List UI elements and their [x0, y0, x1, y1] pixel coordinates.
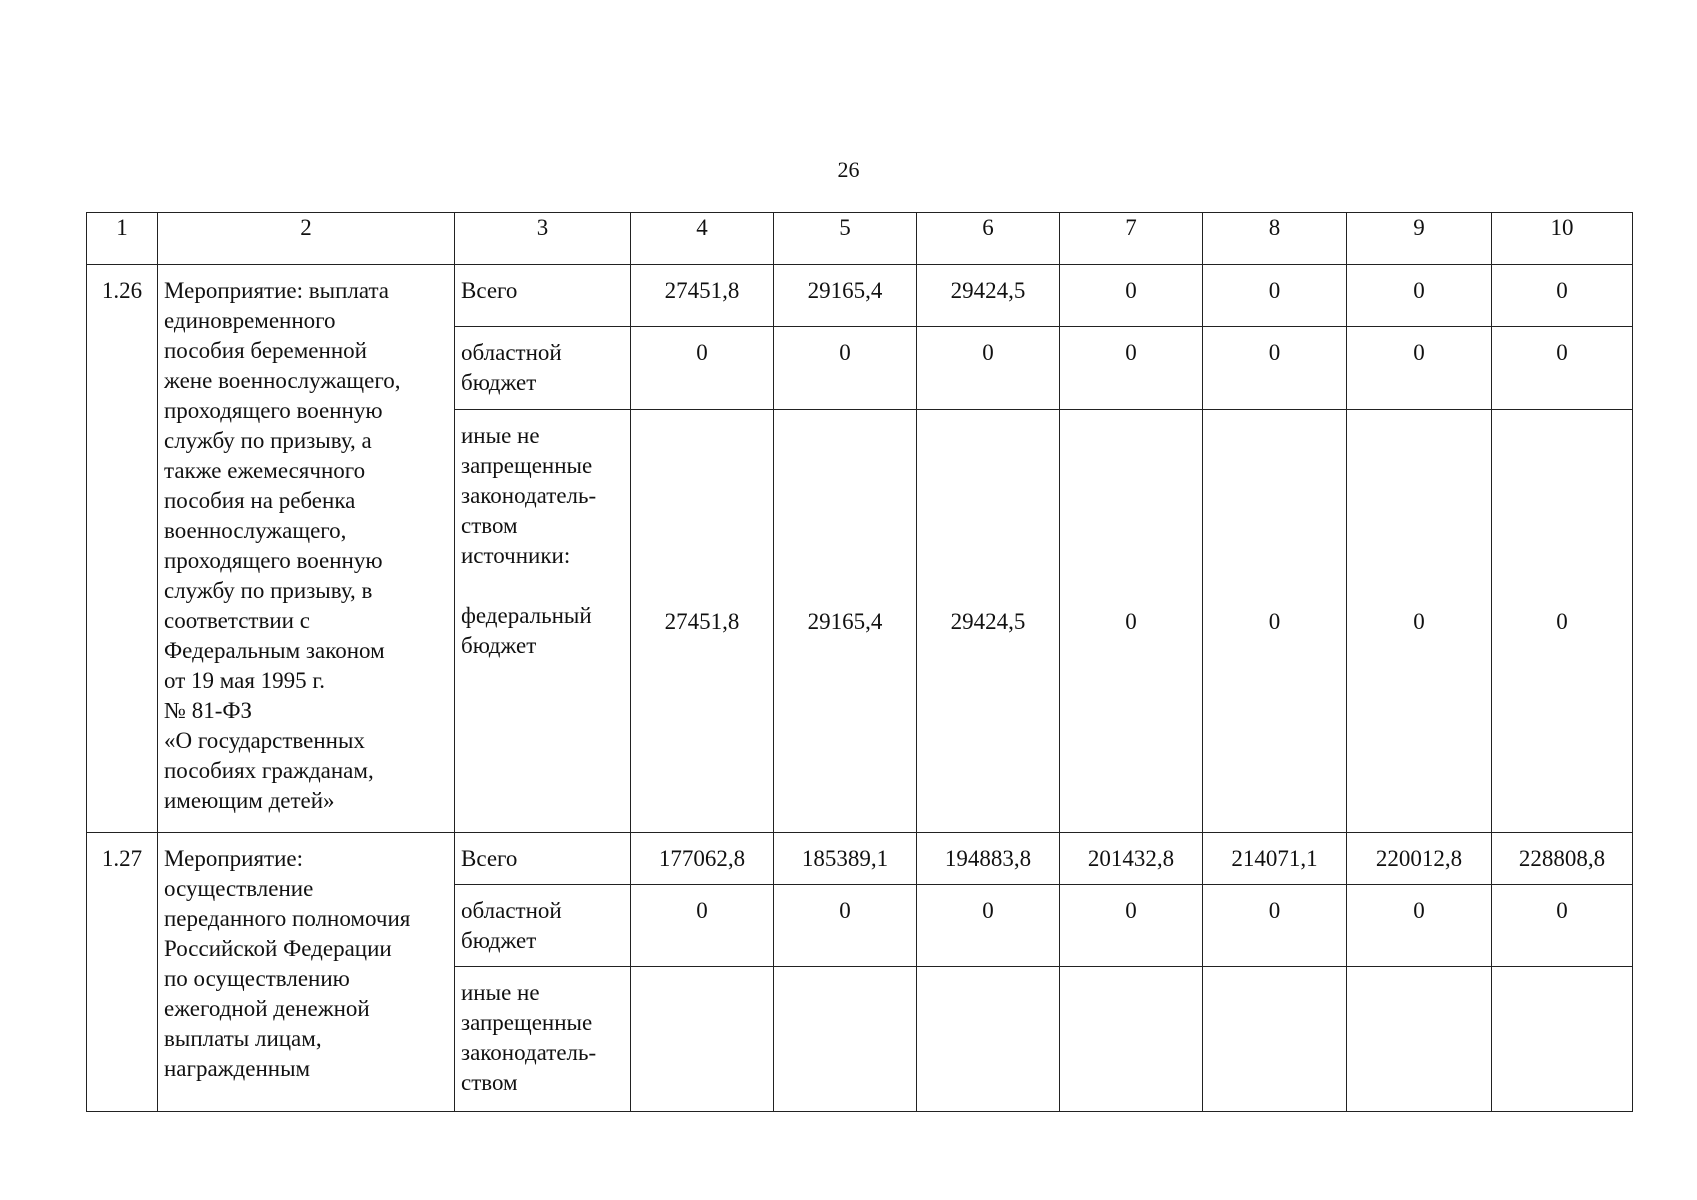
funding-source-total [455, 265, 631, 327]
value-cell: 29165,4 [774, 265, 917, 327]
source-label-line: Всего [461, 278, 518, 303]
spacer [461, 571, 624, 601]
value-cell: 0 [631, 327, 774, 410]
funding-source-other [455, 410, 631, 833]
table-row [87, 265, 1633, 327]
description-line: службу по призыву, в [164, 578, 373, 603]
value-cell [631, 967, 774, 1112]
value-cell [1492, 967, 1633, 1112]
value-cell: 0 [1347, 885, 1492, 967]
description-line: соответствии с [164, 608, 310, 633]
column-header: 1 [87, 213, 158, 265]
value-cell: 177062,8 [631, 833, 774, 885]
value-cell [1492, 410, 1633, 833]
row-number: 1.27 [87, 833, 158, 1112]
column-header: 5 [774, 213, 917, 265]
value-text: 0 [1556, 609, 1568, 634]
page-number: 26 [837, 157, 860, 182]
description-line: также ежемесячного [164, 458, 366, 483]
source-label-line: ством [461, 513, 518, 538]
column-header: 8 [1203, 213, 1347, 265]
source-label-line: законодатель- [461, 1040, 597, 1065]
description-line: единовременного [164, 308, 336, 333]
source-label-line: Всего [461, 846, 518, 871]
value-cell: 214071,1 [1203, 833, 1347, 885]
value-cell: 185389,1 [774, 833, 917, 885]
column-header: 2 [158, 213, 455, 265]
value-cell: 201432,8 [1060, 833, 1203, 885]
description-line: военнослужащего, [164, 518, 347, 543]
value-cell [917, 967, 1060, 1112]
source-label-line: бюджет [461, 928, 537, 953]
funding-source-total [455, 833, 631, 885]
description-line: осуществление [164, 876, 314, 901]
value-cell: 194883,8 [917, 833, 1060, 885]
source-sublabel-line: федеральный [461, 603, 592, 628]
source-label-line: иные не [461, 423, 540, 448]
source-label-line: областной [461, 340, 562, 365]
source-label-line: запрещенные [461, 1010, 593, 1035]
value-text: 29424,5 [950, 609, 1026, 634]
value-cell [1347, 967, 1492, 1112]
value-cell: 0 [1203, 885, 1347, 967]
value-cell: 0 [1060, 265, 1203, 327]
source-label-line: запрещенные [461, 453, 593, 478]
measure-description [158, 833, 455, 1112]
description-line: Федеральным законом [164, 638, 385, 663]
value-cell: 0 [917, 327, 1060, 410]
description-line: пособия на ребенка [164, 488, 356, 513]
source-label-line: областной [461, 898, 562, 923]
value-cell [1203, 410, 1347, 833]
row-number: 1.26 [87, 265, 158, 833]
description-line: проходящего военную [164, 398, 383, 423]
value-cell [1060, 967, 1203, 1112]
description-line: жене военнослужащего, [164, 368, 401, 393]
description-line: пособия беременной [164, 338, 367, 363]
description-line: № 81-ФЗ [164, 698, 253, 723]
value-cell: 220012,8 [1347, 833, 1492, 885]
value-cell: 0 [1492, 265, 1633, 327]
funding-source-other [455, 967, 631, 1112]
description-line: ежегодной денежной [164, 996, 370, 1021]
description-line: имеющим детей» [164, 788, 335, 813]
description-line: по осуществлению [164, 966, 350, 991]
value-cell: 0 [774, 885, 917, 967]
value-text: 29165,4 [807, 609, 883, 634]
description-line: Мероприятие: выплата [164, 278, 390, 303]
description-line: выплаты лицам, [164, 1026, 322, 1051]
description-line: пособиях гражданам, [164, 758, 374, 783]
description-line: Российской Федерации [164, 936, 392, 961]
description-line: переданного полномочия [164, 906, 411, 931]
value-cell [1203, 967, 1347, 1112]
description-line: проходящего военную [164, 548, 383, 573]
value-cell: 0 [1203, 265, 1347, 327]
value-cell [917, 410, 1060, 833]
value-cell [631, 410, 774, 833]
column-header: 3 [455, 213, 631, 265]
description-line: награжденным [164, 1056, 311, 1081]
value-text: 27451,8 [664, 609, 740, 634]
column-header: 9 [1347, 213, 1492, 265]
column-header: 6 [917, 213, 1060, 265]
value-text: 0 [1268, 609, 1281, 634]
source-label-line: источники: [461, 543, 571, 568]
value-cell [1060, 410, 1203, 833]
value-cell: 0 [774, 327, 917, 410]
budget-table [86, 212, 1633, 1112]
source-label-line: законодатель- [461, 483, 597, 508]
value-cell: 0 [1203, 327, 1347, 410]
table-header-row [87, 213, 1633, 265]
value-cell: 0 [917, 885, 1060, 967]
value-cell: 0 [1060, 327, 1203, 410]
column-header: 7 [1060, 213, 1203, 265]
value-cell [774, 967, 917, 1112]
funding-source-regional [455, 327, 631, 410]
description-line: «О государственных [164, 728, 365, 753]
value-cell: 0 [1492, 327, 1633, 410]
value-cell [1347, 410, 1492, 833]
value-cell: 29424,5 [917, 265, 1060, 327]
description-line: Мероприятие: [164, 846, 304, 871]
value-cell: 228808,8 [1492, 833, 1633, 885]
column-header: 10 [1492, 213, 1633, 265]
value-cell: 0 [631, 885, 774, 967]
funding-source-regional [455, 885, 631, 967]
value-cell: 27451,8 [631, 265, 774, 327]
source-label-line: ством [461, 1070, 518, 1095]
value-cell: 0 [1060, 885, 1203, 967]
table-row [87, 833, 1633, 885]
column-header: 4 [631, 213, 774, 265]
measure-description [158, 265, 455, 833]
value-cell [774, 410, 917, 833]
source-label-line: бюджет [461, 370, 537, 395]
source-label-line: иные не [461, 980, 540, 1005]
description-line: службу по призыву, а [164, 428, 372, 453]
value-text: 0 [1413, 609, 1425, 634]
value-cell: 0 [1492, 885, 1633, 967]
source-sublabel-line: бюджет [461, 633, 537, 658]
value-text: 0 [1125, 609, 1137, 634]
value-cell: 0 [1347, 265, 1492, 327]
description-line: от 19 мая 1995 г. [164, 668, 326, 693]
value-cell: 0 [1347, 327, 1492, 410]
